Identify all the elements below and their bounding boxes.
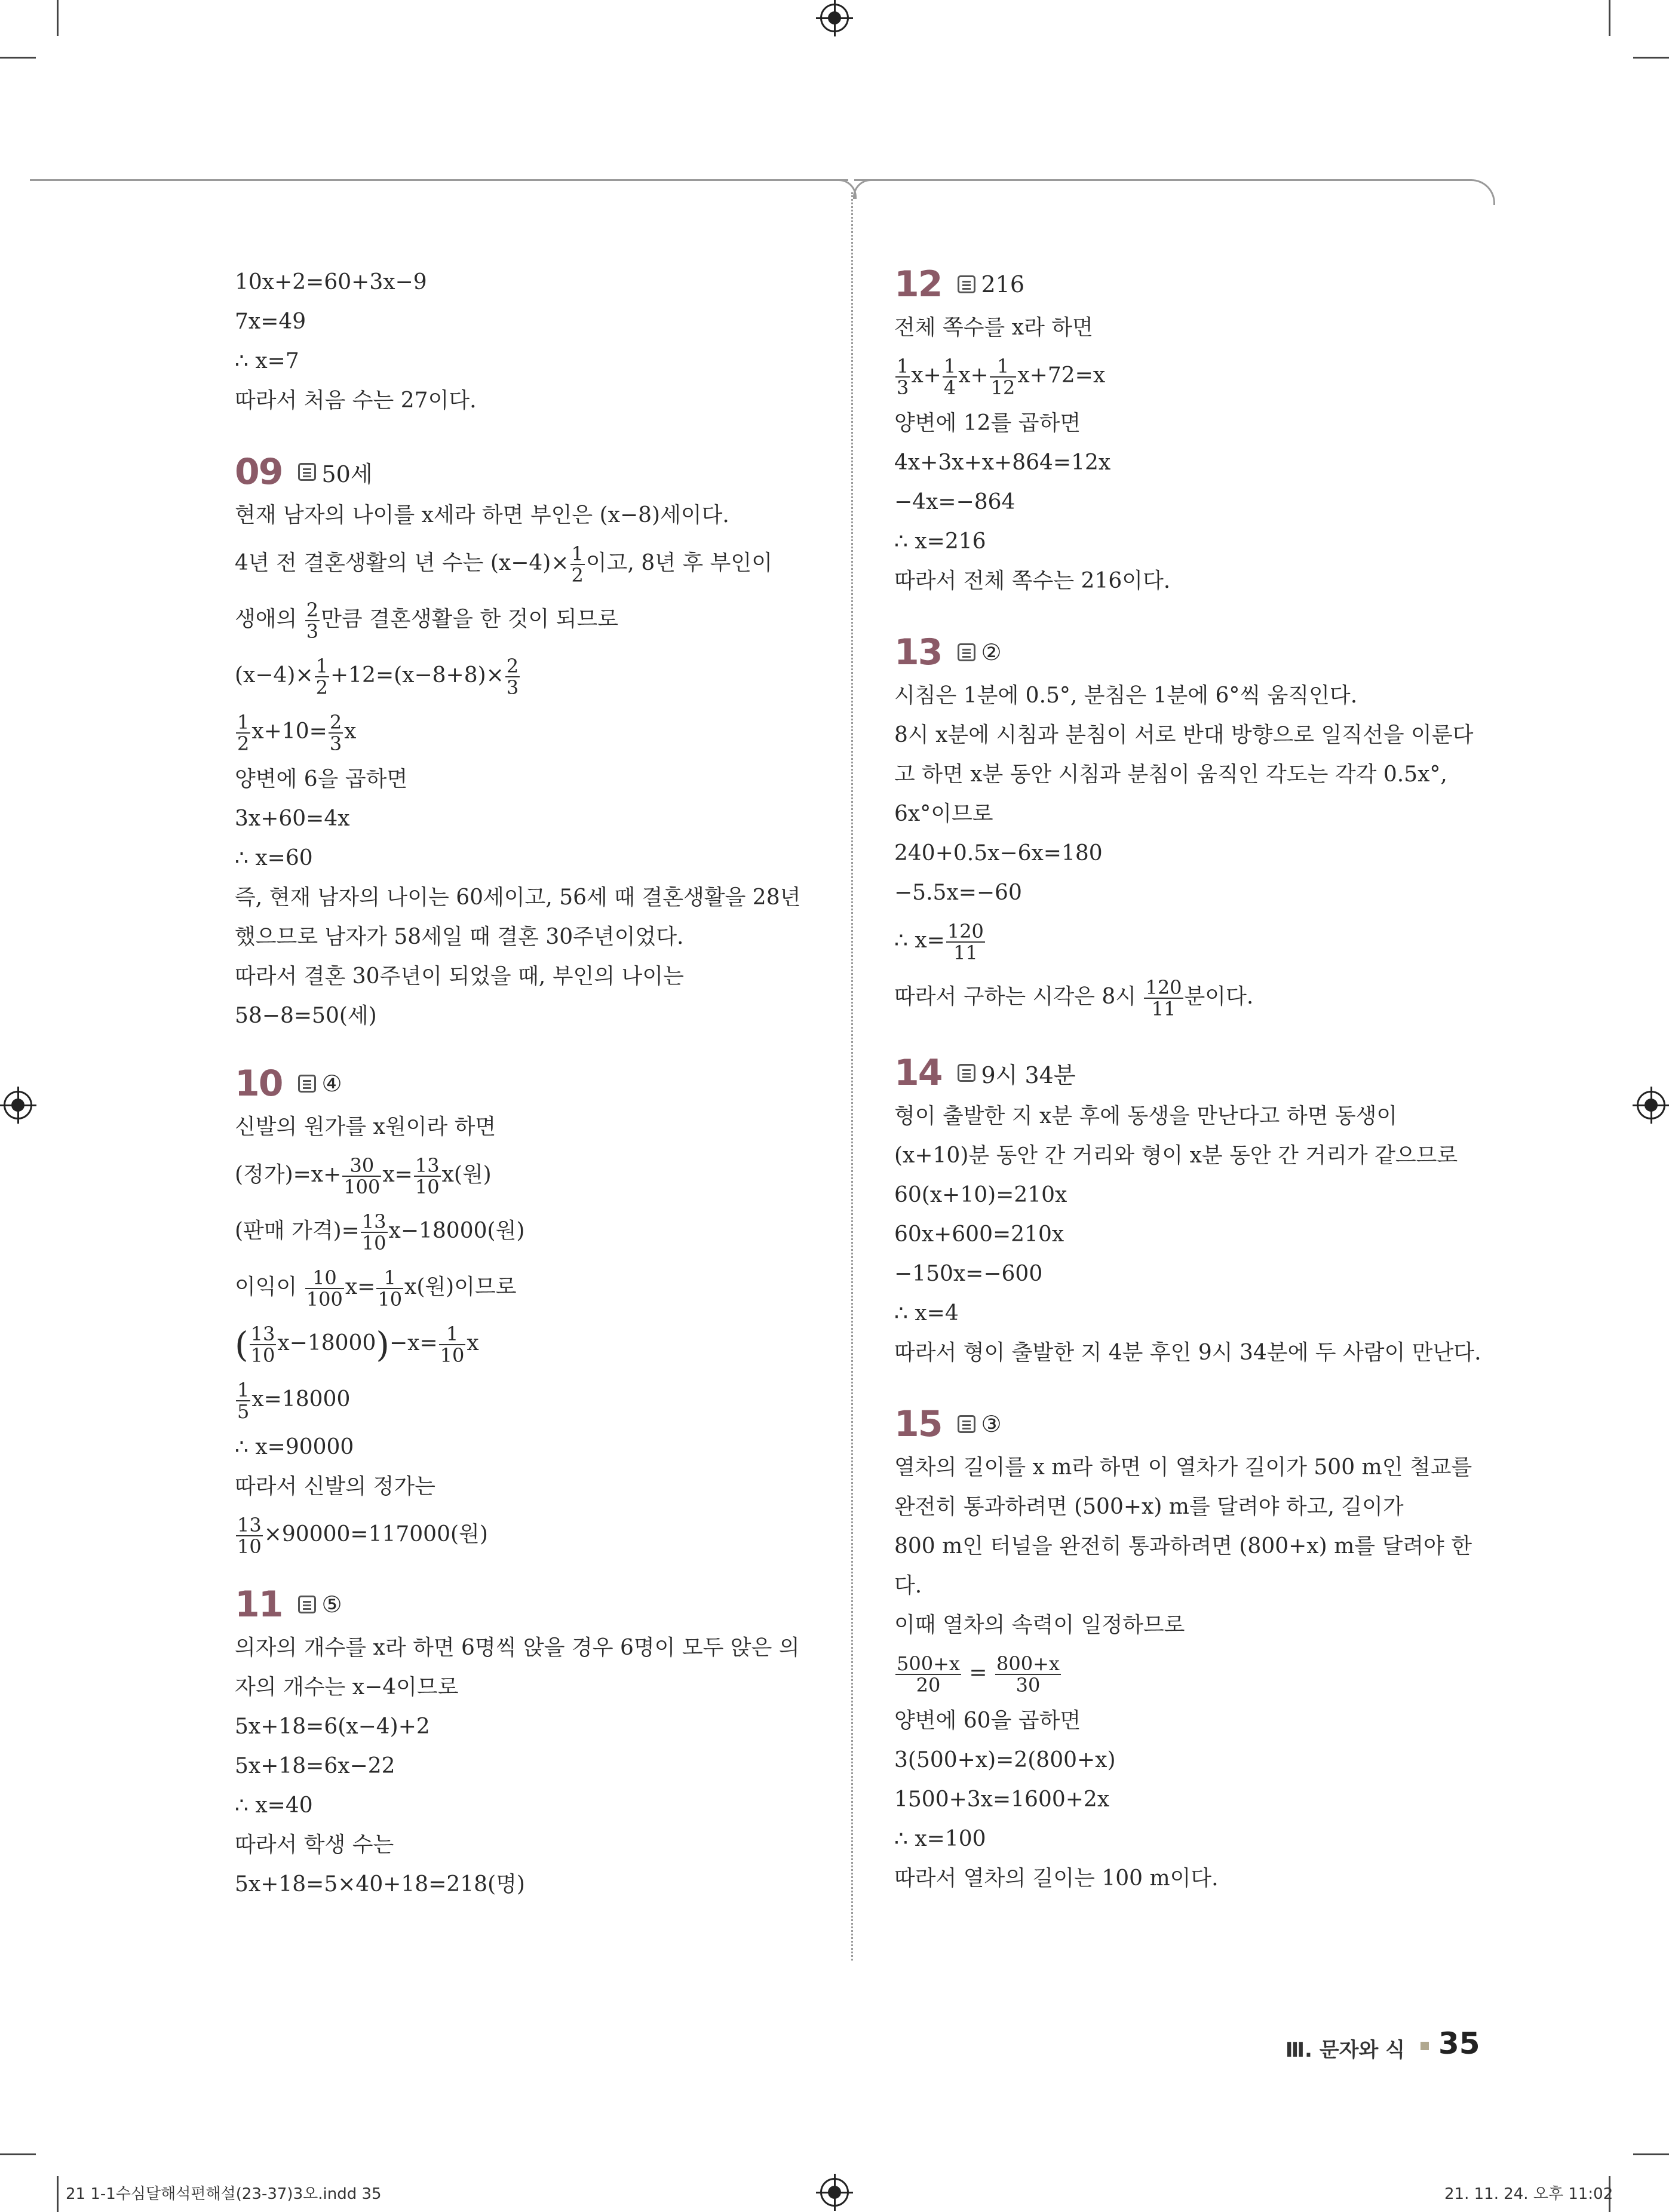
fraction: $\frac{120}{11}$ bbox=[947, 920, 984, 964]
math-line: 3(500+x)=2(800+x) bbox=[894, 1748, 1116, 1772]
fraction: $\frac{2}{3}$ bbox=[306, 599, 319, 643]
math-line: 5x+18=5×40+18=218(명) bbox=[235, 1872, 525, 1897]
answer-icon bbox=[298, 463, 316, 481]
math-line: ∴ x=60 bbox=[235, 846, 313, 870]
solution-line: 고 하면 x분 동안 시침과 분침이 움직인 각도는 각각 0.5x°, bbox=[894, 762, 1447, 787]
crop-mark bbox=[57, 0, 59, 36]
fraction: $\frac{1}{4}$ bbox=[943, 355, 956, 399]
solution-line: 800 m인 터널을 완전히 통과하려면 (800+x) m를 달려야 한 bbox=[894, 1534, 1472, 1558]
math-line: (판매 가격)= $\frac{13}{10}$ x−18000(원) bbox=[235, 1210, 525, 1254]
math-line: ∴ x= $\frac{120}{11}$ bbox=[894, 920, 984, 964]
math-line: ∴ x=40 bbox=[235, 1793, 313, 1818]
solution-line: 즉, 현재 남자의 나이는 60세이고, 56세 때 결혼생활을 28년 bbox=[235, 885, 801, 910]
math-line: $\frac{1}{5}$ x=18000 bbox=[237, 1379, 351, 1423]
fraction: $\frac{1}{2}$ bbox=[571, 542, 584, 587]
math-line: −150x=−600 bbox=[894, 1262, 1043, 1286]
solution-line: 이때 열차의 속력이 일정하므로 bbox=[894, 1613, 1185, 1637]
solution-line: 생애의 $\frac{2}{3}$ 만큼 결혼생활을 한 것이 되므로 bbox=[235, 599, 619, 643]
solution-line: 시침은 1분에 0.5°, 분침은 1분에 6°씩 움직인다. bbox=[894, 683, 1358, 708]
math-line: 240+0.5x−6x=180 bbox=[894, 841, 1103, 866]
math-line: (정가)=x+ $\frac{30}{100}$ x= $\frac{13}{10}$ x(원) bbox=[235, 1154, 492, 1198]
solution-line: 따라서 신발의 정가는 bbox=[235, 1474, 435, 1499]
fraction: $\frac{10}{100}$ bbox=[306, 1266, 343, 1311]
solution-line: 자의 개수는 x−4이므로 bbox=[235, 1675, 459, 1699]
problem-number: 10 bbox=[235, 1063, 283, 1105]
fraction: $\frac{1}{5}$ bbox=[237, 1379, 250, 1423]
math-line: ∴ x=100 bbox=[894, 1827, 986, 1851]
print-slug-date: 21. 11. 24. 오후 11:02 bbox=[1444, 2185, 1613, 2203]
fraction: $\frac{1}{10}$ bbox=[378, 1266, 403, 1311]
fraction: $\frac{1}{3}$ bbox=[897, 355, 909, 399]
crop-mark bbox=[1633, 2153, 1669, 2155]
fraction: $\frac{800+x}{30}$ bbox=[996, 1652, 1060, 1696]
solution-line: 따라서 결혼 30주년이 되었을 때, 부인의 나이는 bbox=[235, 964, 684, 989]
answer-icon bbox=[958, 643, 975, 661]
column-divider bbox=[851, 192, 853, 1961]
solution-line: 4년 전 결혼생활의 년 수는 (x−4)× $\frac{1}{2}$ 이고, 8년 후 부인이 bbox=[235, 542, 772, 587]
crop-mark bbox=[57, 2176, 59, 2212]
fraction: $\frac{120}{11}$ bbox=[1145, 976, 1182, 1020]
math-line: 1500+3x=1600+2x bbox=[894, 1787, 1110, 1812]
solution-line: 6x°이므로 bbox=[894, 802, 993, 826]
answer-value: ② bbox=[981, 639, 1002, 665]
solution-line: 양변에 60을 곱하면 bbox=[894, 1708, 1081, 1733]
problem-header bbox=[235, 1060, 844, 1107]
answer-value: ④ bbox=[321, 1070, 342, 1097]
conclusion-line: 따라서 구하는 시각은 8시 $\frac{120}{11}$ 분이다. bbox=[894, 976, 1254, 1020]
fraction: $\frac{500+x}{20}$ bbox=[897, 1652, 960, 1696]
math-line: 3x+60=4x bbox=[235, 806, 350, 831]
answer-icon bbox=[298, 1075, 316, 1093]
math-line: $\frac{1}{3}$ x+ $\frac{1}{4}$ x+ $\frac{1}{12}$ x+72=x bbox=[897, 355, 1106, 399]
math-line: −5.5x=−60 bbox=[894, 880, 1022, 905]
fraction: $\frac{1}{2}$ bbox=[315, 655, 328, 699]
answer-value: 50세 bbox=[321, 461, 373, 487]
fraction: $\frac{2}{3}$ bbox=[506, 655, 519, 699]
crop-mark bbox=[0, 57, 36, 59]
page-number: 35 bbox=[1438, 2026, 1480, 2061]
answer-icon bbox=[958, 1415, 975, 1433]
answer-value: 216 bbox=[981, 271, 1025, 297]
solution-line: 형이 출발한 지 x분 후에 동생을 만난다고 하면 동생이 bbox=[894, 1104, 1398, 1128]
registration-mark-icon bbox=[820, 4, 849, 32]
answer-icon bbox=[958, 275, 975, 293]
math-line: ∴ x=4 bbox=[894, 1301, 959, 1326]
fraction: $\frac{1}{12}$ bbox=[990, 355, 1015, 399]
right-column bbox=[894, 260, 1504, 1898]
fraction: $\frac{2}{3}$ bbox=[329, 711, 342, 755]
registration-mark-icon bbox=[820, 2178, 849, 2207]
math-line: 4x+3x+x+864=12x bbox=[894, 450, 1111, 475]
left-column bbox=[235, 263, 844, 1904]
math-line: ( $\frac{13}{10}$ x−18000)−x= $\frac{1}{10}$ x bbox=[235, 1323, 479, 1367]
solution-line: 따라서 학생 수는 bbox=[235, 1833, 394, 1857]
math-line: ∴ x=90000 bbox=[235, 1435, 354, 1459]
header-rule-curve bbox=[853, 179, 876, 199]
answer-value: 9시 34분 bbox=[981, 1061, 1076, 1088]
solution-line: 전체 쪽수를 x라 하면 bbox=[894, 315, 1093, 340]
solution-line: 했으므로 남자가 58세일 때 결혼 30주년이었다. bbox=[235, 925, 684, 949]
header-rule bbox=[854, 179, 1466, 181]
math-line: 5x+18=6(x−4)+2 bbox=[235, 1714, 430, 1739]
solution-line: (x+10)분 동안 간 거리와 형이 x분 동안 간 거리가 같으므로 bbox=[894, 1143, 1458, 1168]
conclusion-line: 따라서 형이 출발한 지 4분 후인 9시 34분에 두 사람이 만난다. bbox=[894, 1340, 1481, 1365]
answer-icon bbox=[958, 1064, 975, 1082]
footer-square-icon bbox=[1421, 2042, 1429, 2050]
problem-header bbox=[894, 628, 1504, 676]
conclusion-line: 따라서 전체 쪽수는 216이다. bbox=[894, 569, 1171, 593]
problem-number: 14 bbox=[894, 1052, 942, 1094]
problem-number: 13 bbox=[894, 631, 942, 673]
math-line: $\frac{500+x}{20}$ = $\frac{800+x}{30}$ bbox=[897, 1652, 1060, 1696]
fraction: $\frac{13}{10}$ bbox=[415, 1154, 440, 1198]
problem-number: 09 bbox=[235, 451, 283, 493]
answer-value: ⑤ bbox=[321, 1591, 342, 1618]
conclusion-line: 따라서 열차의 길이는 100 m이다. bbox=[894, 1866, 1219, 1891]
problem-header bbox=[235, 448, 844, 496]
problem-number: 15 bbox=[894, 1403, 942, 1445]
math-line: 5x+18=6x−22 bbox=[235, 1754, 395, 1778]
registration-mark-icon bbox=[1637, 1091, 1665, 1119]
crop-mark bbox=[1633, 57, 1669, 59]
solution-line: 현재 남자의 나이를 x세라 하면 부인은 (x−8)세이다. bbox=[235, 503, 729, 527]
print-slug-file: 21 1-1수심달해석편해설(23-37)3오.indd 35 bbox=[66, 2185, 382, 2203]
registration-mark-icon bbox=[4, 1091, 32, 1119]
solution-line: 8시 x분에 시침과 분침이 서로 반대 방향으로 일직선을 이룬다 bbox=[894, 723, 1474, 747]
math-line: 60(x+10)=210x bbox=[894, 1183, 1067, 1207]
fraction: $\frac{13}{10}$ bbox=[250, 1323, 275, 1367]
math-line: 60x+600=210x bbox=[894, 1222, 1064, 1247]
solution-line: 의자의 개수를 x라 하면 6명씩 앉을 경우 6명이 모두 앉은 의 bbox=[235, 1636, 800, 1660]
section-title: Ⅲ. 문자와 식 bbox=[1285, 2038, 1405, 2062]
header-rule-end bbox=[1458, 179, 1495, 205]
problem-number: 12 bbox=[894, 263, 942, 305]
answer-value: ③ bbox=[981, 1411, 1002, 1437]
problem-header bbox=[894, 1049, 1504, 1097]
math-line: 10x+2=60+3x−9 bbox=[235, 270, 427, 294]
math-line: 58−8=50(세) bbox=[235, 1004, 377, 1028]
math-line: −4x=−864 bbox=[894, 490, 1015, 514]
math-line: (x−4)× $\frac{1}{2}$ +12=(x−8+8)× $\frac{2}{3}$ bbox=[235, 655, 519, 699]
fraction: $\frac{13}{10}$ bbox=[237, 1514, 262, 1558]
crop-mark bbox=[0, 2153, 36, 2155]
fraction: $\frac{30}{100}$ bbox=[343, 1154, 381, 1198]
math-line: ∴ x=7 bbox=[235, 349, 299, 373]
problem-number: 11 bbox=[235, 1584, 283, 1625]
solution-line: 양변에 6을 곱하면 bbox=[235, 767, 408, 791]
answer-icon bbox=[298, 1596, 316, 1613]
solution-line: 완전히 통과하려면 (500+x) m를 달려야 하고, 길이가 bbox=[894, 1495, 1404, 1519]
solution-line: 양변에 12를 곱하면 bbox=[894, 411, 1081, 435]
problem-header bbox=[894, 260, 1504, 308]
math-line: 7x=49 bbox=[235, 309, 306, 334]
solution-line: 열차의 길이를 x m라 하면 이 열차가 길이가 500 m인 철교를 bbox=[894, 1455, 1472, 1480]
fraction: $\frac{1}{2}$ bbox=[237, 711, 250, 755]
problem-header bbox=[235, 1581, 844, 1628]
conclusion-line: 따라서 처음 수는 27이다. bbox=[235, 388, 477, 413]
math-line: $\frac{1}{2}$ x+10= $\frac{2}{3}$ x bbox=[237, 711, 357, 755]
math-line: ∴ x=216 bbox=[894, 529, 986, 554]
problem-header bbox=[894, 1400, 1504, 1448]
solution-line: 신발의 원가를 x원이라 하면 bbox=[235, 1115, 496, 1139]
fraction: $\frac{1}{10}$ bbox=[440, 1323, 465, 1367]
math-line: 이익이 $\frac{10}{100}$ x= $\frac{1}{10}$ x(원)이므로 bbox=[235, 1266, 517, 1311]
math-line: $\frac{13}{10}$ ×90000=117000(원) bbox=[237, 1514, 488, 1558]
solution-line: 다. bbox=[894, 1573, 922, 1598]
fraction: $\frac{13}{10}$ bbox=[361, 1210, 386, 1254]
crop-mark bbox=[1609, 0, 1610, 36]
header-rule bbox=[30, 179, 848, 181]
